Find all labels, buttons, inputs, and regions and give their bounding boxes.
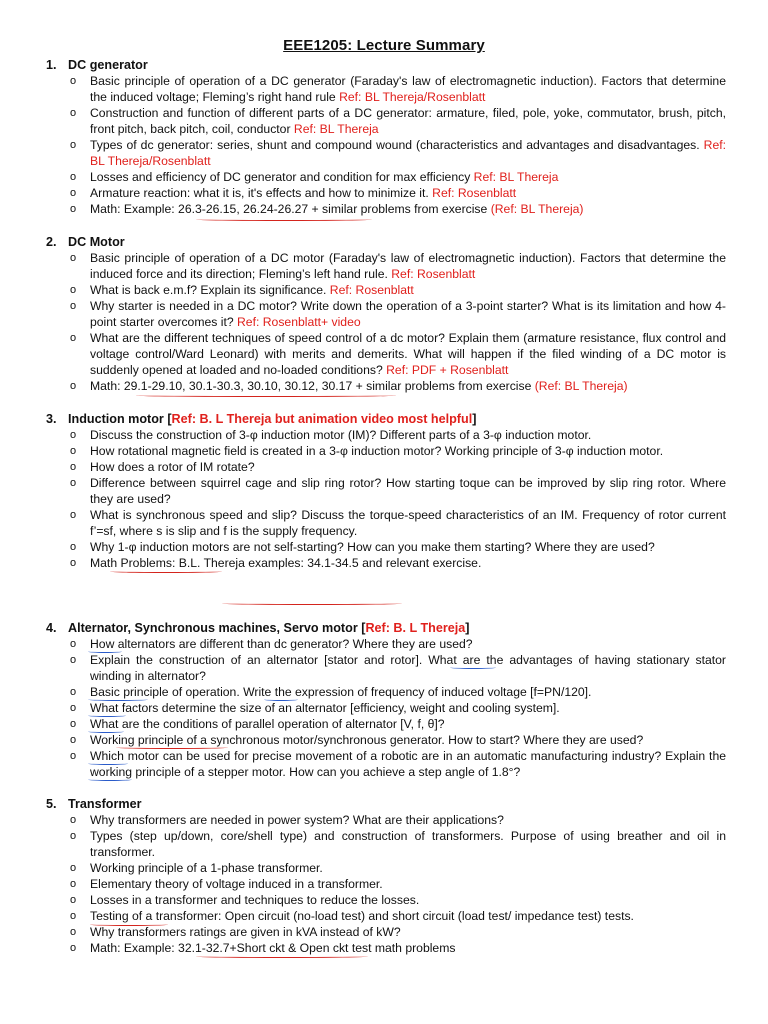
list-item: o Basic principle of operation of a DC motor (Faraday's law of electromagnetic induction). Factors that determine the induced force and its direction; Fleming’s left hand rule. Ref: Rosenblatt (46, 250, 726, 282)
blue-ink-underline (88, 714, 126, 717)
list-item: o How rotational magnetic field is created in a 3-φ induction motor? Working principle of 3-φ induction motor. (46, 443, 726, 459)
section-number: 4. (46, 621, 57, 635)
blue-ink-underline (88, 778, 132, 781)
list-item: o Types (step up/down, core/shell type) and construction of transformers. Purpose of using breather and oil in transformer. (46, 828, 726, 860)
list-item: o What are the conditions of parallel operation of alternator [V, f, θ]? (46, 716, 726, 732)
list-item: o What is back e.m.f? Explain its significance. Ref: Rosenblatt (46, 282, 726, 298)
list-item: o Math: 29.1-29.10, 30.1-30.3, 30.10, 30.12, 30.17 + similar problems from exercise (Ref: BL Thereja) (46, 378, 726, 394)
section-transformer (46, 796, 726, 956)
list-item: o Losses and efficiency of DC generator and condition for max efficiency Ref: BL Thereja (46, 169, 726, 185)
red-ink-underline (136, 394, 396, 397)
list-item: o Why 1-φ induction motors are not self-starting? How can you make them starting? Where they are used? (46, 539, 726, 555)
list-item: o Why transformers ratings are given in kVA instead of kW? (46, 924, 726, 940)
list-item: o Working principle of a synchronous motor/synchronous generator. How to start? Where they are used? (46, 732, 726, 748)
section-heading: 4. Alternator, Synchronous machines, Servo motor [Ref: B. L Thereja] (46, 621, 470, 635)
section-number: 5. (46, 797, 57, 811)
list-item: o Losses in a transformer and techniques to reduce the losses. (46, 892, 726, 908)
item-list (46, 636, 726, 780)
section-dc-motor (46, 234, 726, 394)
list-item: o What is synchronous speed and slip? Discuss the torque-speed characteristics of an IM. Frequency of rotor current f’=sf, where s is slip and f is the supply frequency. (46, 507, 726, 539)
section-title: Induction motor (68, 412, 164, 426)
red-ink-underline (222, 602, 402, 605)
list-item: o Explain the construction of an alternator [stator and rotor]. What are the advantages of having stationary stator winding in alternator? (46, 652, 726, 684)
list-item: o Math: Example: 26.3-26.15, 26.24-26.27 + similar problems from exercise (Ref: BL Thereja) (46, 201, 726, 217)
list-item: o Elementary theory of voltage induced in a transformer. (46, 876, 726, 892)
list-item: o How does a rotor of IM rotate? (46, 459, 726, 475)
item-list (46, 250, 726, 394)
section-induction-motor (46, 411, 726, 571)
red-ink-underline (116, 746, 228, 749)
section-dc-generator (46, 57, 726, 217)
section-ref: Ref: B. L Thereja but animation video most helpful (171, 412, 473, 426)
section-number: 1. (46, 58, 57, 72)
list-item: o Types of dc generator: series, shunt and compound wound (characteristics and advantages and disadvantages. Ref: BL Thereja/Rosenblatt (46, 137, 726, 169)
list-item: o Discuss the construction of 3-φ induction motor (IM)? Different parts of a 3-φ induction motor. (46, 427, 726, 443)
list-item: o Math: Example: 32.1-32.7+Short ckt & Open ckt test math problems (46, 940, 726, 956)
list-item: o How alternators are different than dc generator? Where they are used? (46, 636, 726, 652)
section-alternator (46, 620, 726, 780)
red-ink-underline (110, 570, 222, 573)
section-heading: 3. Induction motor [Ref: B. L Thereja but animation video most helpful] (46, 412, 477, 426)
blue-ink-underline (88, 762, 128, 765)
list-item: o Testing of a transformer: Open circuit (no-load test) and short circuit (load test/ impedance test) tests. (46, 908, 726, 924)
section-title: DC generator (68, 58, 148, 72)
item-list (46, 73, 726, 217)
list-item: o Working principle of a 1-phase transformer. (46, 860, 726, 876)
red-ink-underline (196, 955, 368, 958)
list-item: o Construction and function of different parts of a DC generator: armature, filed, pole, yoke, commutator, brush, pitch, front pitch, back pitch, coil, conductor Ref: BL Thereja (46, 105, 726, 137)
section-heading (46, 57, 726, 73)
blue-ink-underline (88, 730, 124, 733)
item-list (46, 427, 726, 571)
blue-ink-underline (88, 698, 148, 701)
list-item: o What factors determine the size of an alternator [efficiency, weight and cooling system]. (46, 700, 726, 716)
list-item: o Basic principle of operation of a DC generator (Faraday's law of electromagnetic induction). Factors that determine the induced voltage; Fleming’s right hand rule Ref: BL Thereja/Rosenblatt (46, 73, 726, 105)
blue-ink-underline (450, 666, 496, 669)
section-heading (46, 234, 726, 250)
list-item: o Math Problems: B.L. Thereja examples: 34.1-34.5 and relevant exercise. (46, 555, 726, 571)
section-heading (46, 796, 726, 812)
section-title: Transformer (68, 797, 142, 811)
list-item: o Difference between squirrel cage and slip ring rotor? How starting toque can be improved by slip ring rotor. Where they are used? (46, 475, 726, 507)
list-item: o Armature reaction: what it is, it's effects and how to minimize it. Ref: Rosenblatt (46, 185, 726, 201)
section-title: Alternator, Synchronous machines, Servo motor (68, 621, 358, 635)
item-list (46, 812, 726, 956)
list-item: o Which motor can be used for precise movement of a robotic are in an automatic manufacturing industry? Explain the working principle of a stepper motor. How can you achieve a step angle of 1.8°? (46, 748, 726, 780)
red-ink-underline (90, 923, 168, 926)
list-item: o Why transformers are needed in power system? What are their applications? (46, 812, 726, 828)
section-number: 3. (46, 412, 57, 426)
red-ink-underline (196, 218, 372, 221)
section-number: 2. (46, 235, 57, 249)
section-ref: Ref: B. L Thereja (365, 621, 466, 635)
section-title: DC Motor (68, 235, 125, 249)
list-item: o What are the different techniques of speed control of a dc motor? Explain them (armature resistance, flux control and voltage control/Ward Leonard) with merits and demerits. What will happen if the filed winding of a DC motor is suddenly opened at loaded and no-loaded conditions? Ref: PDF + Rosenblatt (46, 330, 726, 378)
document-title: EEE1205: Lecture Summary (283, 37, 485, 54)
blue-ink-underline (264, 698, 298, 701)
list-item: o Why starter is needed in a DC motor? Write down the operation of a 3-point starter? What is its limitation and how 4-point starter overcomes it? Ref: Rosenblatt+ video (46, 298, 726, 330)
list-item: o Basic principle of operation. Write the expression of frequency of induced voltage [f=PN/120]. (46, 684, 726, 700)
blue-ink-underline (88, 650, 122, 653)
